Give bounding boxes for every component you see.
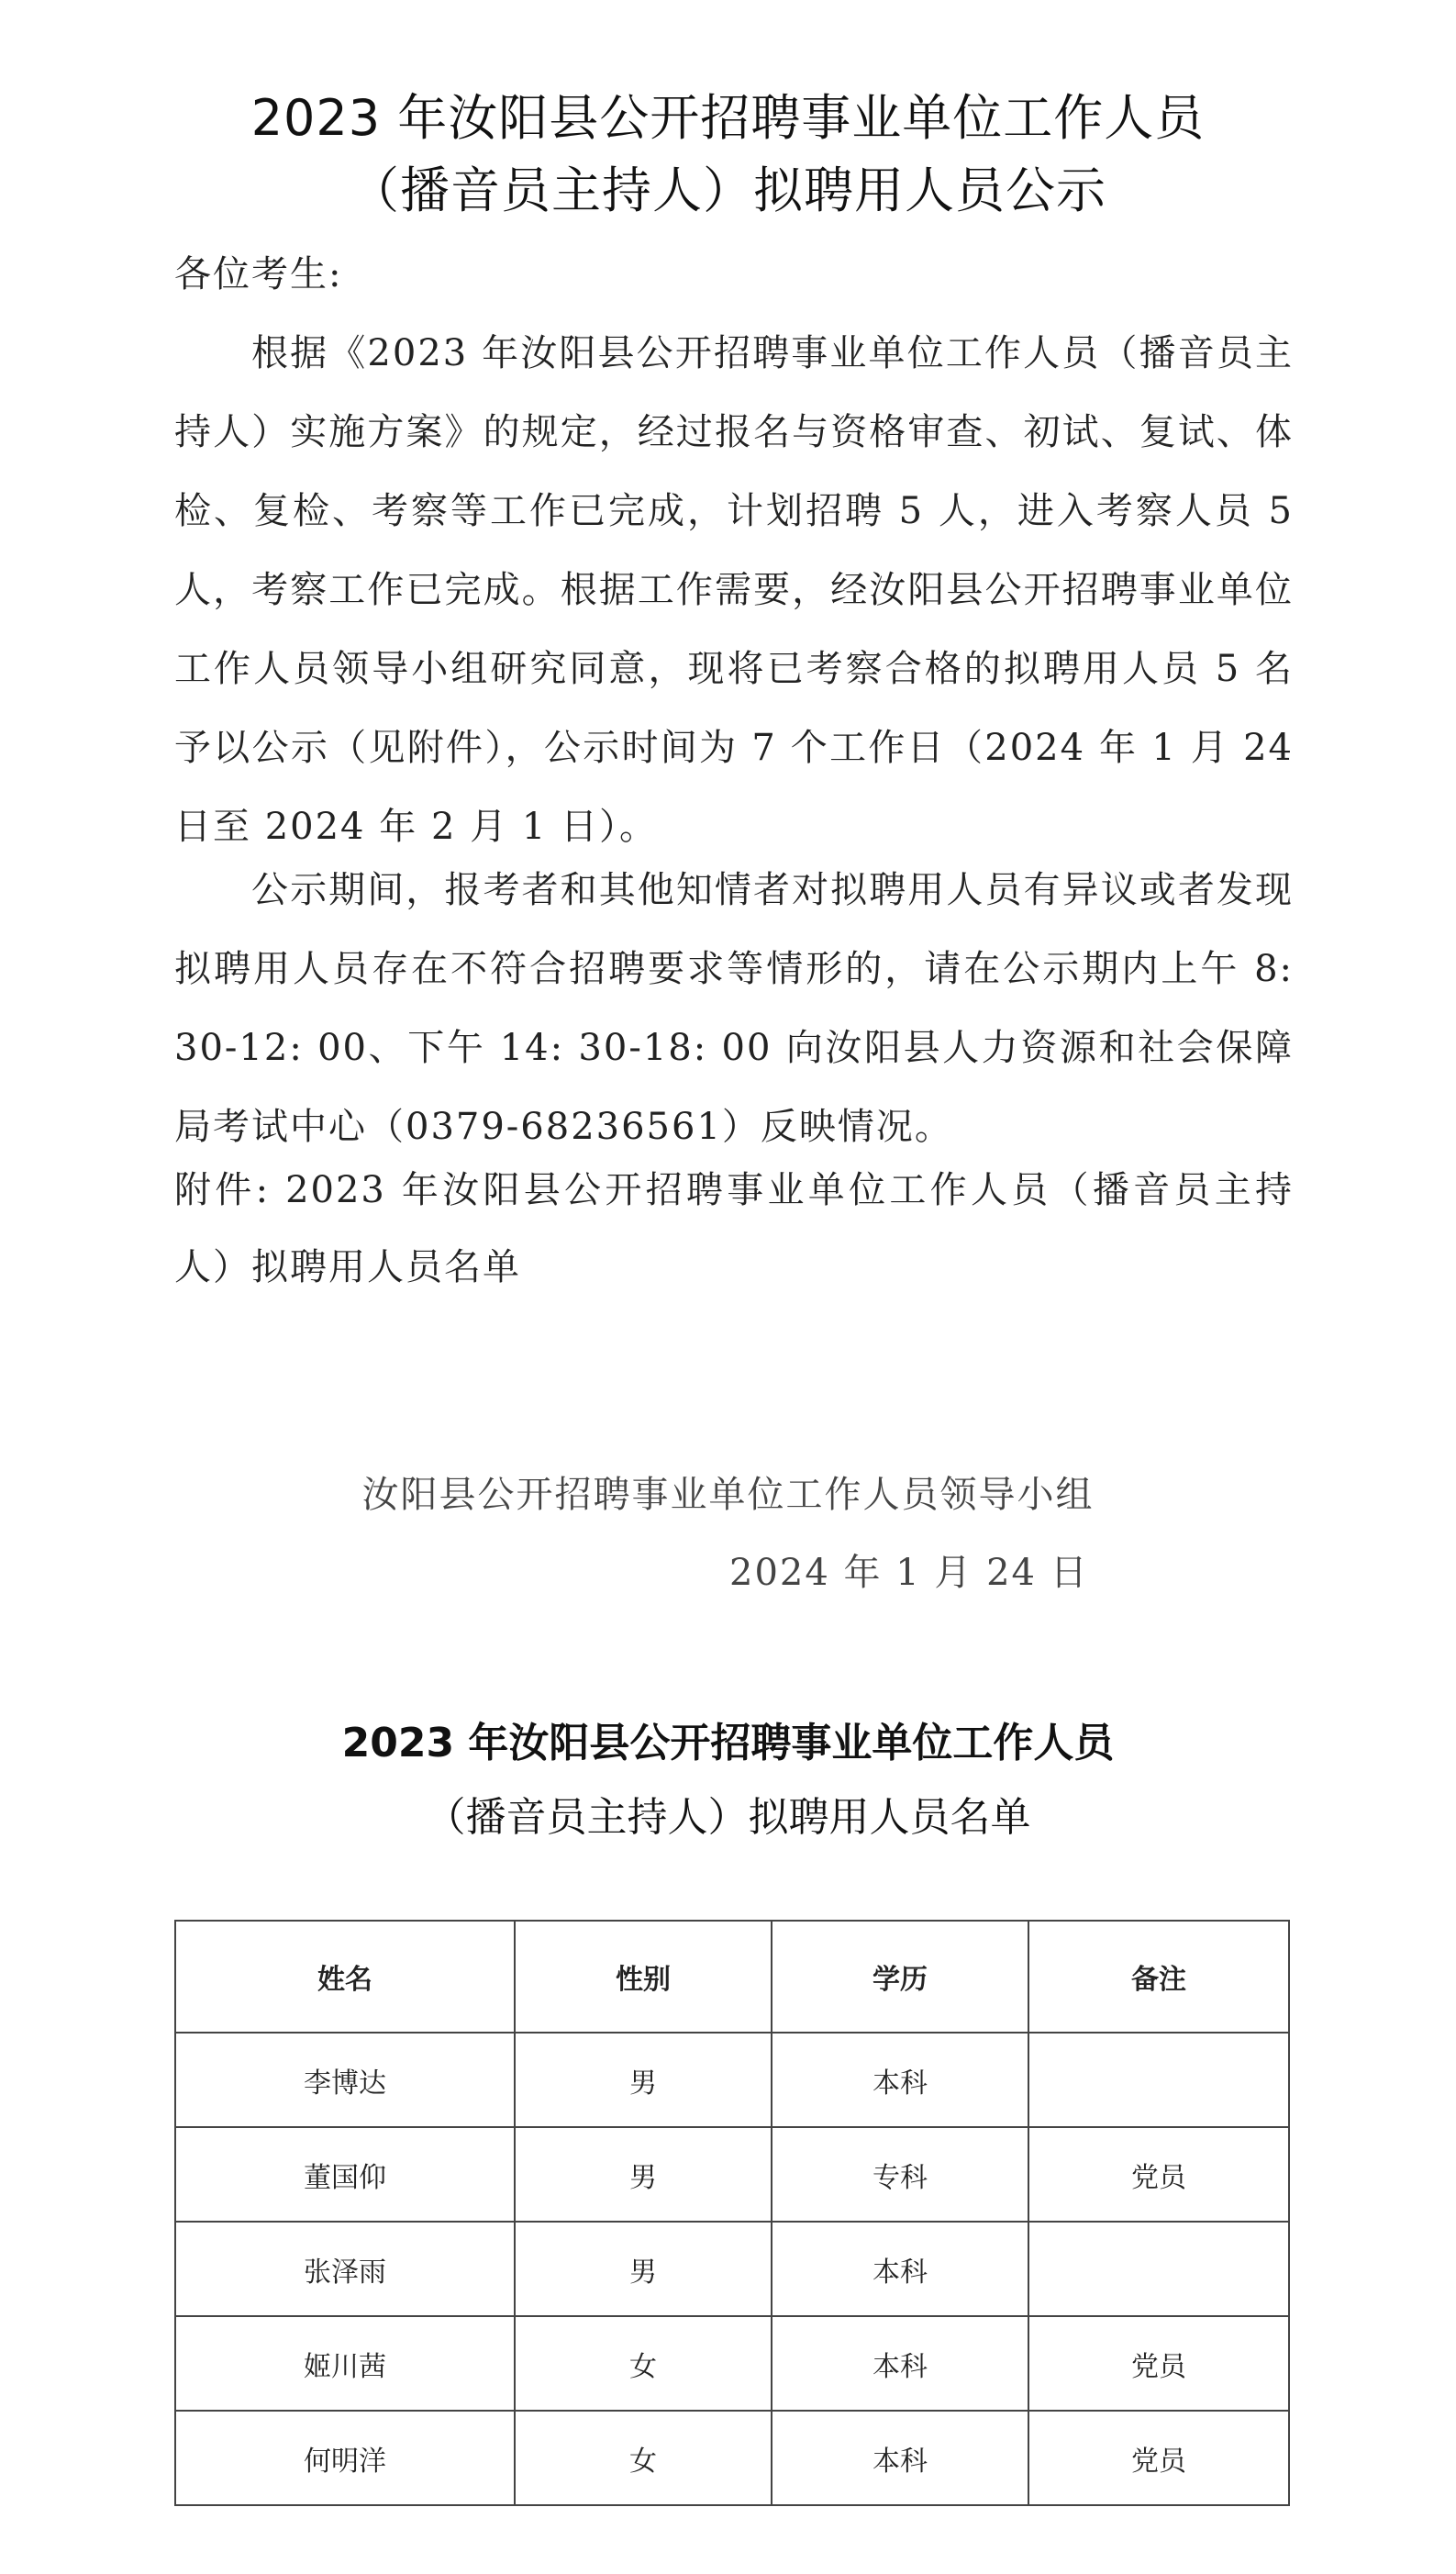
table-row: [175, 2222, 1289, 2316]
page-title-line1: 2023 年汝阳县公开招聘事业单位工作人员: [250, 89, 1206, 147]
cell-note: [1028, 2033, 1289, 2127]
cell-gender: 女: [515, 2411, 772, 2505]
cell-note: 党员: [1028, 2316, 1289, 2411]
table-row: [175, 2033, 1289, 2127]
cell-name: 李博达: [175, 2033, 515, 2127]
cell-note: [1028, 2222, 1289, 2316]
table-row: [175, 2316, 1289, 2411]
signature-date: 2024 年 1 月 24 日: [729, 1552, 1089, 1594]
signature-organization: 汝阳县公开招聘事业单位工作人员领导小组: [361, 1474, 1095, 1516]
column-header-note: 备注: [1028, 1921, 1289, 2033]
column-header-education: 学历: [772, 1921, 1028, 2033]
cell-note: 党员: [1028, 2127, 1289, 2222]
cell-gender: 女: [515, 2316, 772, 2411]
table-header-row: [175, 1921, 1289, 2033]
table-row: [175, 2411, 1289, 2505]
cell-gender: 男: [515, 2222, 772, 2316]
cell-name: 董国仰: [175, 2127, 515, 2222]
attachment-note: 附件: 2023 年汝阳县公开招聘事业单位工作人员（播音员主持人）拟聘用人员名单: [174, 1169, 1294, 1288]
cell-education: 本科: [772, 2033, 1028, 2127]
cell-education: 本科: [772, 2411, 1028, 2505]
list-title-line2: （播音员主持人）拟聘用人员名单: [425, 1794, 1031, 1841]
column-header-name: 姓名: [175, 1921, 515, 2033]
cell-education: 本科: [772, 2316, 1028, 2411]
page-title-line2: （播音员主持人）拟聘用人员公示: [350, 162, 1106, 219]
paragraph-objection-contact: 公示期间，报考者和其他知情者对拟聘用人员有异议或者发现拟聘用人员存在不符合招聘要求等情形的，请在公示期内上午 8: 30-12: 00、下午 14: 30-18: 00 向汝阳县人力资源和社会保障局考试中心（0379-68236561）反映情况。: [174, 869, 1294, 1148]
salutation: 各位考生:: [174, 253, 343, 295]
paragraph-announcement: 根据《2023 年汝阳县公开招聘事业单位工作人员（播音员主持人）实施方案》的规定，经过报名与资格审查、初试、复试、体检、复检、考察等工作已完成，计划招聘 5 人，进入考察人员 5 人，考察工作已完成。根据工作需要，经汝阳县公开招聘事业单位工作人员领导小组研究同意，现将已考察合格的拟聘用人员 5 名予以公示（见附件），公示时间为 7 个工作日（2024 年 1 月 24 日至 2024 年 2 月 1 日）。: [174, 332, 1294, 848]
column-header-gender: 性别: [515, 1921, 772, 2033]
cell-name: 何明洋: [175, 2411, 515, 2505]
cell-note: 党员: [1028, 2411, 1289, 2505]
cell-education: 专科: [772, 2127, 1028, 2222]
candidate-table: [174, 1920, 1290, 2506]
cell-name: 张泽雨: [175, 2222, 515, 2316]
cell-gender: 男: [515, 2127, 772, 2222]
cell-gender: 男: [515, 2033, 772, 2127]
table-row: [175, 2127, 1289, 2222]
list-title-line1: 2023 年汝阳县公开招聘事业单位工作人员: [341, 1720, 1115, 1766]
cell-education: 本科: [772, 2222, 1028, 2316]
cell-name: 姬川茜: [175, 2316, 515, 2411]
